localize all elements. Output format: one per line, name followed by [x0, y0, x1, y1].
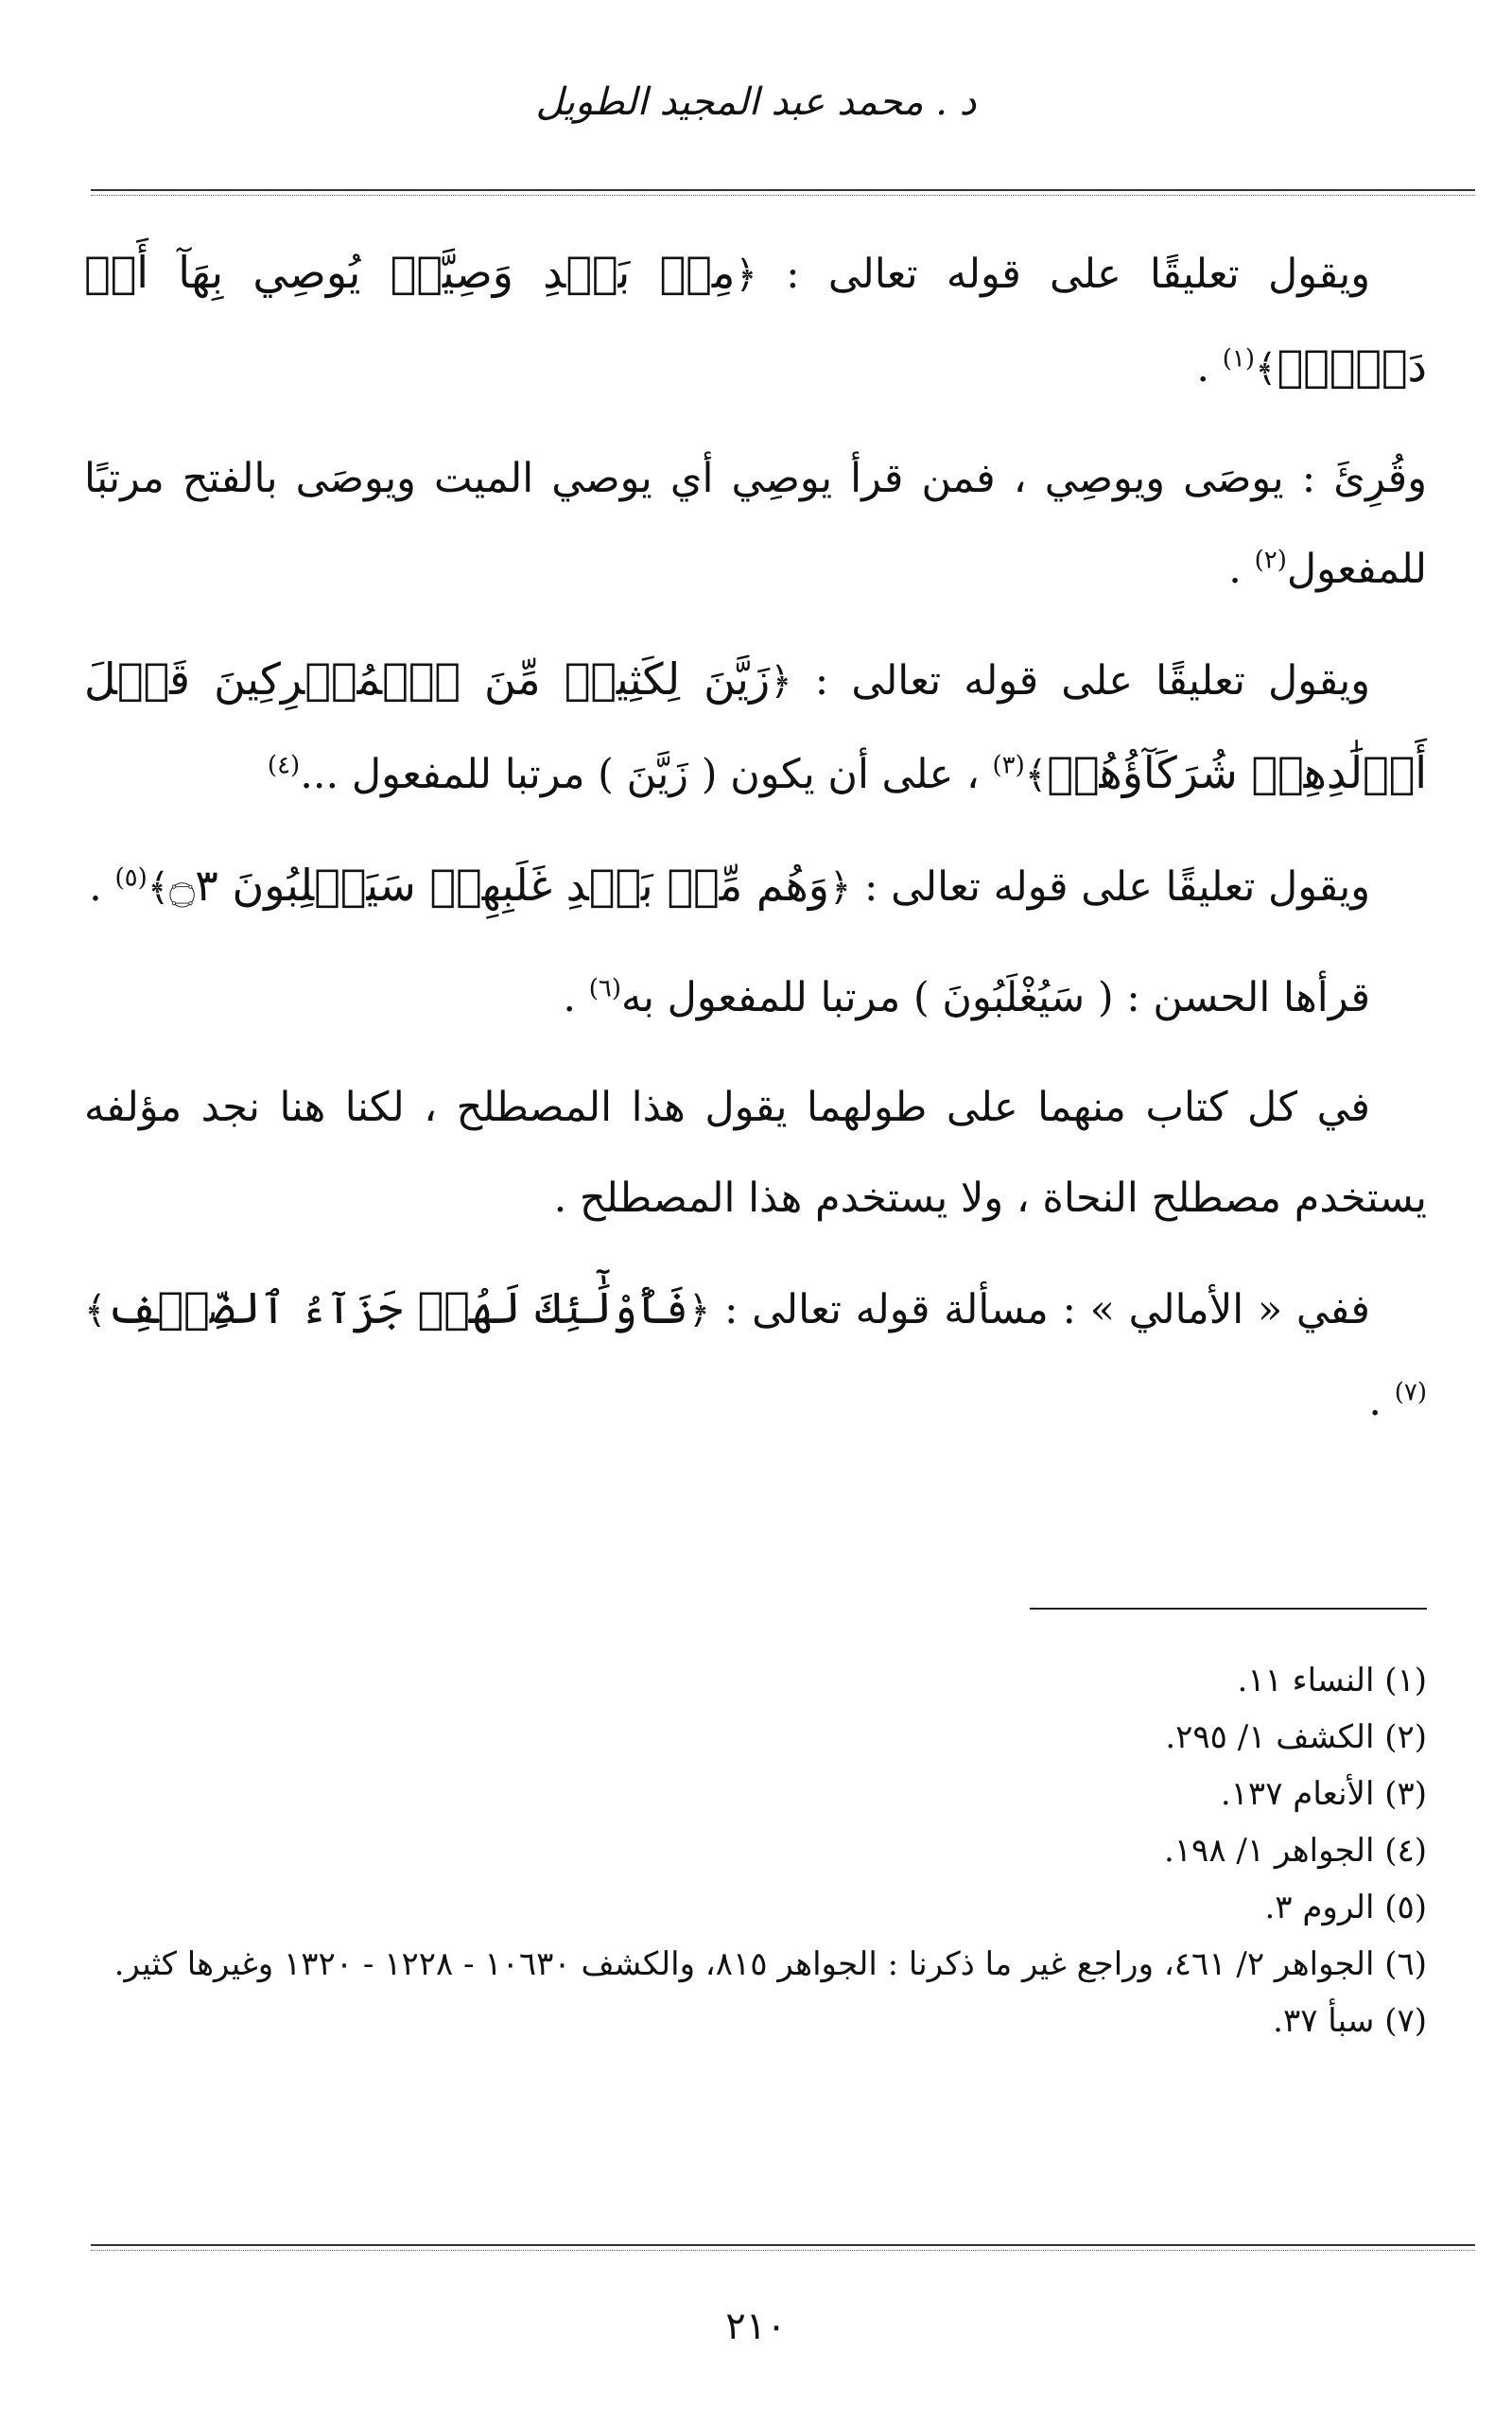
paragraph-text: في كل كتاب منهما على طولهما يقول هذا المصطلح ، لكنا هنا نجد مؤلفه يستخدم مصطلح النحاة ، ولا يستخدم هذا المصطلح .	[84, 1084, 1427, 1222]
quran-verse: وَهُم مِّنۢ بَعۡدِ غَلَبِهِمۡ سَيَغۡلِبُونَ ۝٣	[169, 860, 829, 911]
footnote-marker[interactable]: (٤)	[267, 751, 301, 780]
quran-verse: زَيَّنَ لِكَثِيرٖ مِّنَ ٱلۡمُشۡرِكِينَ قَتۡلَ أَوۡلَٰدِهِمۡ شُرَكَآؤُهُمۡ	[84, 653, 1427, 798]
footnote-1: (١) النساء ١١.	[1237, 1662, 1427, 1699]
paragraph-5	[84, 952, 1427, 1043]
quran-open-brace: ﴿	[770, 660, 792, 704]
quran-close-brace: ﴾	[1255, 347, 1277, 391]
header-rule	[91, 189, 1475, 196]
footnote-marker[interactable]: (٦)	[588, 974, 621, 1003]
footnote-7: (٧) سبأ ٣٧.	[1273, 2002, 1427, 2040]
paragraph-text: ويقول تعليقًا على قوله تعالى :	[851, 863, 1370, 911]
footer-rule	[91, 2244, 1475, 2251]
quran-verse: مِنۢ بَعۡدِ وَصِيَّةٖ يُوصِي بِهَآ أَوۡ دَيۡنٍۗ	[84, 247, 1427, 392]
quran-verse: فَأُوْلَٰٓئِكَ لَهُمۡ جَزَآءُ ٱلضِّعۡفِ	[106, 1282, 688, 1333]
paragraph-tail: .	[1228, 546, 1255, 593]
paragraph-tail: .	[89, 863, 115, 911]
footnote-2: (٢) الكشف ١/ ٢٩٥.	[1165, 1718, 1427, 1756]
paragraph-tail: ، على أن يكون ( زَيَّنَ ) مرتبا للمفعول ...	[300, 751, 993, 798]
footnote-4: (٤) الجواهر ١/ ١٩٨.	[1163, 1832, 1427, 1870]
paragraph-text: وقُرِئَ : يوصَى ويوصِي ، فمن قرأ يوصِي أي يوصي الميت ويوصَى بالفتح مرتبًا للمفعول	[84, 455, 1427, 593]
paragraph-1	[84, 227, 1427, 414]
quran-close-brace: ﴾	[1024, 754, 1048, 797]
footnote-6: (٦) الجواهر ٢/ ٤٦١، وراجع غير ما ذكرنا : الجواهر ٨١٥، والكشف ١٠٦٣٠ - ١٢٢٨ - ١٣٢٠ وغيرها كثير.	[113, 1945, 1427, 1983]
footnote-marker[interactable]: (١)	[1222, 344, 1256, 374]
paragraph-4	[84, 840, 1427, 933]
footnotes	[84, 1655, 1427, 2052]
quran-open-brace: ﴿	[735, 253, 757, 297]
footnote-marker[interactable]: (٧)	[1394, 1378, 1427, 1407]
running-header: د . محمد عبد المجيد الطويل	[535, 80, 977, 124]
paragraph-6	[84, 1062, 1427, 1244]
paragraph-text: ويقول تعليقًا على قوله تعالى :	[791, 657, 1370, 705]
quran-open-brace: ﴿	[828, 866, 852, 910]
paragraph-tail: .	[1368, 1378, 1395, 1425]
paragraph-tail: .	[1196, 344, 1223, 392]
paragraph-tail: .	[563, 974, 589, 1021]
paragraph-2	[84, 433, 1427, 615]
quran-open-brace: ﴿	[687, 1289, 711, 1332]
paragraph-text: ويقول تعليقًا على قوله تعالى :	[756, 251, 1370, 298]
paragraph-text: ففي « الأمالي » : مسألة قوله تعالى :	[710, 1286, 1370, 1333]
quran-close-brace: ﴾	[84, 1289, 107, 1332]
paragraph-7	[84, 1263, 1427, 1447]
main-text	[84, 227, 1427, 1466]
page-number: ٢١٠	[725, 2305, 787, 2348]
footnote-5: (٥) الروم ٣.	[1264, 1889, 1427, 1926]
paragraph-3	[84, 634, 1427, 821]
paragraph-text: قرأها الحسن : ( سَيُغْلَبُونَ ) مرتبا للمفعول به	[620, 974, 1370, 1021]
footnote-separator	[1030, 1608, 1427, 1610]
footnote-3: (٣) الأنعام ١٣٧.	[1220, 1775, 1427, 1813]
quran-close-brace: ﴾	[147, 866, 170, 910]
footnote-marker[interactable]: (٢)	[1254, 546, 1287, 575]
footnote-marker[interactable]: (٣)	[992, 751, 1025, 780]
footnote-marker[interactable]: (٥)	[114, 863, 148, 893]
